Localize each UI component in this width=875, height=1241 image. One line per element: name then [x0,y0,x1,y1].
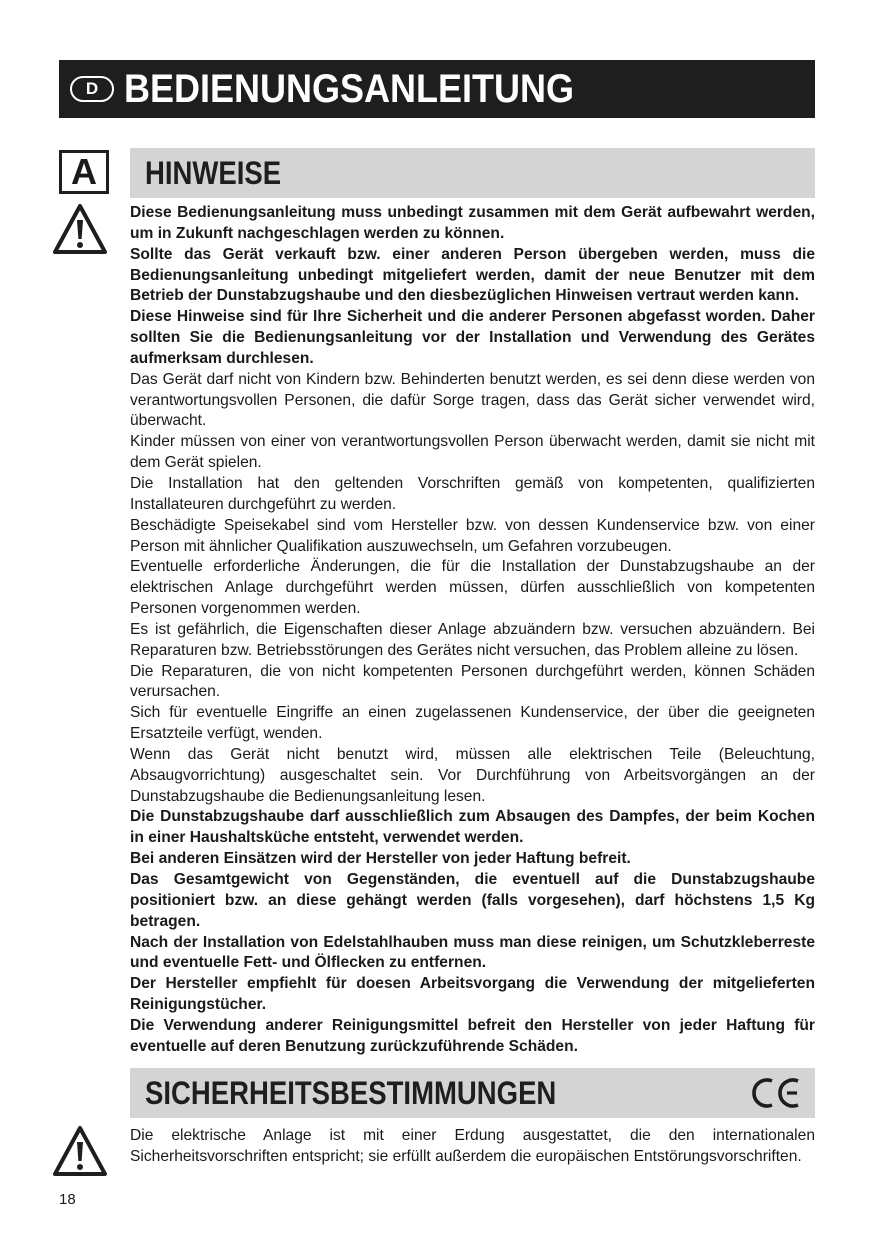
paragraph: Diese Bedienungsanleitung muss unbedingt zusammen mit dem Gerät aufbewahrt werden, um in Zukunft nachgeschlagen werden zu können. [130,204,815,242]
hinweise-body [130,203,815,1058]
paragraph: Das Gerät darf nicht von Kindern bzw. Behinderten benutzt werden, es sei denn diese werden von verantwortungsvollen Personen, die dafür Sorge tragen, dass das Gerät sicher verwendet wird, überwacht. [130,370,815,430]
warning-triangle-icon [52,203,108,255]
language-badge: D [70,76,114,102]
paragraph: Kinder müssen von einer von verantwortungsvollen Person überwacht werden, damit sie nicht mit dem Gerät spielen. [130,433,815,472]
paragraph: Nach der Installation von Edelstahlhauben muss man diese reinigen, um Schutzkleberreste und eventuelle Fett- und Ölflecken zu entfernen. [130,933,815,972]
paragraph: Wenn das Gerät nicht benutzt wird, müssen alle elektrischen Teile (Beleuchtung, Absaugvorrichtung) ausgeschaltet sein. Vor Durchführung von Arbeitsvorgängen an der Dunstabzugshaube die Bedienungsanleitung lesen. [130,745,815,805]
section-header-hinweise [130,148,815,198]
paragraph: Beschädigte Speisekabel sind vom Hersteller bzw. von dessen Kundenservice bzw. von einer Person mit ähnlicher Qualifikation auszuwechseln, um Gefahren vorzubeugen. [130,516,815,555]
page-number: 18 [59,1191,76,1208]
paragraph: Es ist gefährlich, die Eigenschaften dieser Anlage abzuändern bzw. versuchen abzuändern. Bei Reparaturen bzw. Betriebsstörungen des Gerätes nicht versuchen, das Problem alleine zu lösen. [130,620,815,659]
sicherheit-body [130,1126,815,1168]
paragraph: Eventuelle erforderliche Änderungen, die für die Installation der Dunstabzugshaube an der elektrischen Anlage durchgeführt werden müssen, dürfen ausschließlich von kompetenten Personen vorgenommen werden. [130,558,815,618]
paragraph: Sich für eventuelle Eingriffe an einen zugelassenen Kundenservice, der über die geeigneten Ersatzteile verfügt, wenden. [130,704,815,743]
document-title-bar [59,60,815,118]
paragraph: Der Hersteller empfiehlt für doesen Arbeitsvorgang die Verwendung der mitgelieferten Reinigungstücher. [130,975,815,1014]
paragraph: Die Verwendung anderer Reinigungsmittel befreit den Hersteller von jeder Haftung für eventuelle auf deren Benutzung zurückzuführende Schäden. [130,1016,815,1055]
paragraph: Bei anderen Einsätzen wird der Hersteller von jeder Haftung befreit. [130,850,631,868]
document-title: BEDIENUNGSANLEITUNG [124,66,575,111]
paragraph: Die elektrische Anlage ist mit einer Erdung ausgestattet, die den internationalen Sicherheitsvorschriften entspricht; sie erfüllt außerdem die europäischen Entstörungsvorschriften. [130,1127,815,1165]
ce-mark-icon [749,1075,805,1111]
section-title-sicherheit: SICHERHEITSBESTIMMUNGEN [145,1074,557,1111]
section-title-hinweise: HINWEISE [145,154,282,191]
paragraph: Diese Hinweise sind für Ihre Sicherheit und die anderer Personen abgefasst worden. Daher sollten Sie die Bedienungsanleitung vor der Installation und Verwendung des Gerätes aufmerksam durchlesen. [130,308,815,367]
paragraph: Die Reparaturen, die von nicht kompetenten Personen durchgeführt werden, können Schäden verursachen. [130,662,815,701]
paragraph: Die Installation hat den geltenden Vorschriften gemäß von kompetenten, qualifizierten Installateuren durchgeführt zu werden. [130,474,815,513]
section-header-sicherheit [130,1068,815,1118]
warning-triangle-icon [52,1125,108,1177]
paragraph: Das Gesamtgewicht von Gegenständen, die eventuell auf die Dunstabzugshaube positioniert bzw. an diese gehängt werden (falls vorgesehen), darf höchstens 1,5 Kg betragen. [130,871,815,930]
section-letter-badge: A [59,150,109,194]
paragraph: Die Dunstabzugshaube darf ausschließlich zum Absaugen des Dampfes, der beim Kochen in einer Haushaltsküche entsteht, verwendet werden. [130,808,815,847]
paragraph: Sollte das Gerät verkauft bzw. einer anderen Person übergeben werden, muss die Bedienungsanleitung unbedingt mitgeliefert werden, damit der neue Benutzer mit dem Betrieb der Dunstabzugshaube und den diesbezüglichen Hinweisen vertraut werden kann. [130,245,815,305]
